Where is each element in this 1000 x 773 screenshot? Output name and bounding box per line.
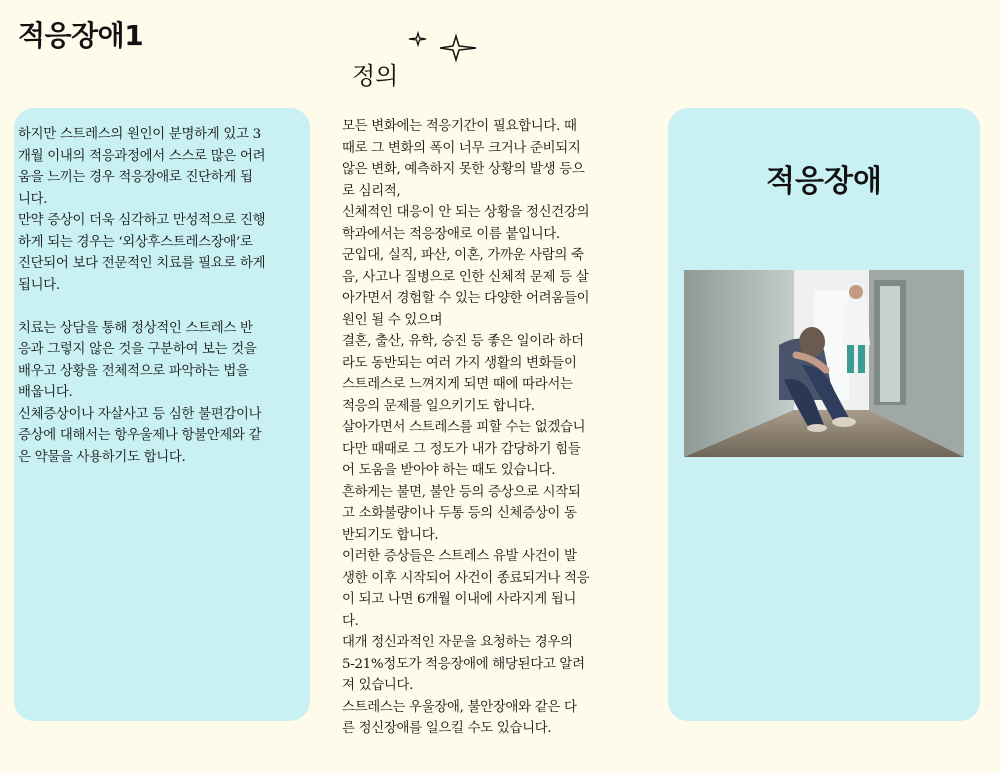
- definition-text: 모든 변화에는 적응기간이 필요합니다. 때 때로 그 변화의 폭이 너무 크거나 준비되지 않은 변화, 예측하지 못한 상황의 발생 등으 로 심리적, 신체적인 대응이 안 되는 상황을 정신건강의 학과에서는 적응장애로 이름 붙입니다. 군입대, 실직, 파산, 이혼, 가까운 사람의 죽 음, 사고나 질병으로 인한 신체적 문제 등 살 아가면서 경험할 수 있는 다양한 어려움들이 원인 될 수 있으며 결혼, 출산, 유학, 승진 등 좋은 일이라 하더 라도 동반되는 여러 가지 생활의 변화들이 스트레스로 느껴지게 되면 때에 따라서는 적응의 문제를 일으키기도 합니다. 살아가면서 스트레스를 피할 수는 없겠습니 다만 때때로 그 정도가 내가 감당하기 힘들 어 도움을 받아야 하는 때도 있습니다. 흔하게는 불면, 불안 등의 증상으로 시작되 고 소화불량이나 두통 등의 신체증상이 동 반되기도 합니다. 이러한 증상들은 스트레스 유발 사건이 발 생한 이후 시작되어 사건이 종료되거나 적응 이 되고 나면 6개월 이내에 사라지게 됩니 다. 대개 정신과적인 자문을 요청하는 경우의 5-21%정도가 적응장애에 해당된다고 알려 져 있습니다. 스트레스는 우울장애, 불안장애와 같은 다 른 정신장애를 일으킬 수도 있습니다.: [342, 119, 590, 736]
- left-card-text: 하지만 스트레스의 원인이 분명하게 있고 3 개월 이내의 적응과정에서 스스로 많은 어려 움을 느끼는 경우 적응장애로 진단하게 됩 니다. 만약 증상이 더욱 심각하고 만성적으로 진행 하게 되는 경우는 ‘외상후스트레스장애’로 진단되어 보다 전문적인 치료를 필요로 하게 됩니다. 치료는 상담을 통해 정상적인 스트레스 반 응과 그렇지 않은 것을 구분하여 보는 것을 배우고 상황을 전체적으로 파악하는 법을 배웁니다. 신체증상이나 자살사고 등 심한 불편감이나 증상에 대해서는 항우울제나 항불안제와 같 은 약물을 사용하기도 합니다.: [18, 127, 266, 465]
- section-title: 정의: [352, 62, 399, 90]
- page-title: 적응장애1: [18, 19, 144, 52]
- card-title: 적응장애: [766, 164, 882, 199]
- hallway-photo: [684, 270, 964, 457]
- sparkle-icon: [404, 30, 484, 64]
